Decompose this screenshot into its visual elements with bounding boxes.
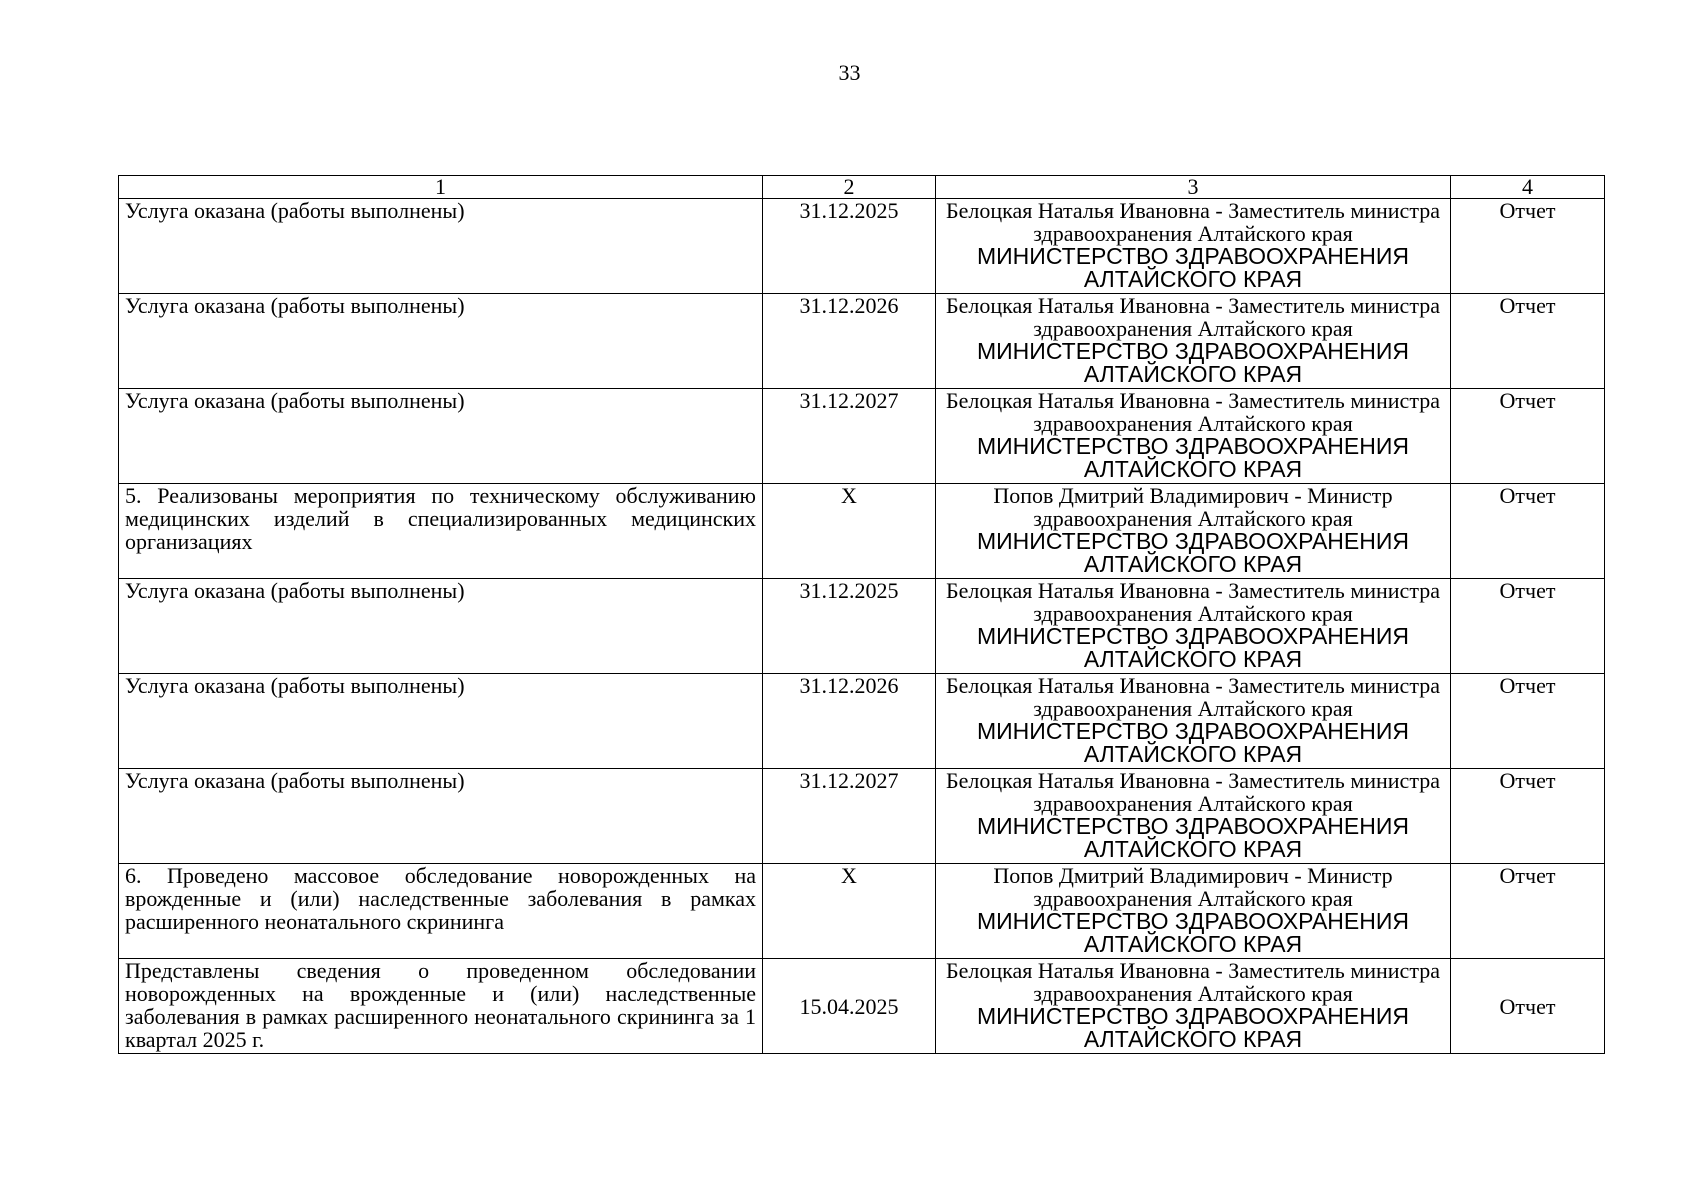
responsible-cell [936,674,1451,769]
table-row [119,199,1605,294]
responsible-organization: МИНИСТЕРСТВО ЗДРАВООХРАНЕНИЯ АЛТАЙСКОГО КРАЯ [976,528,1410,577]
date-cell: X [763,864,936,959]
result-cell: Услуга оказана (работы выполнены) [119,579,763,674]
responsible-organization: МИНИСТЕРСТВО ЗДРАВООХРАНЕНИЯ АЛТАЙСКОГО КРАЯ [976,243,1410,292]
responsible-cell [936,199,1451,294]
column-header-3: 3 [936,176,1451,199]
table-row [119,864,1605,959]
date-cell: X [763,484,936,579]
table-row [119,294,1605,389]
responsible-cell [936,769,1451,864]
page-number: 33 [838,60,861,85]
responsible-person: Белоцкая Наталья Ивановна - Заместитель министра здравоохранения Алтайского края [946,198,1440,246]
table-row [119,579,1605,674]
responsible-person: Попов Дмитрий Владимирович - Министр здравоохранения Алтайского края [993,863,1393,911]
result-cell: Услуга оказана (работы выполнены) [119,674,763,769]
result-cell: Услуга оказана (работы выполнены) [119,769,763,864]
table-row [119,389,1605,484]
date-cell: 31.12.2026 [763,294,936,389]
responsible-organization: МИНИСТЕРСТВО ЗДРАВООХРАНЕНИЯ АЛТАЙСКОГО КРАЯ [976,718,1410,767]
document-type-cell: Отчет [1451,769,1605,864]
responsible-person: Белоцкая Наталья Ивановна - Заместитель министра здравоохранения Алтайского края [946,293,1440,341]
table-row [119,674,1605,769]
document-type-cell: Отчет [1451,484,1605,579]
date-cell: 31.12.2026 [763,674,936,769]
table-row [119,484,1605,579]
result-cell: 5. Реализованы мероприятия по техническому обслуживанию медицинских изделий в специализированных медицинских организациях [119,484,763,579]
date-cell: 31.12.2025 [763,199,936,294]
responsible-person: Белоцкая Наталья Ивановна - Заместитель министра здравоохранения Алтайского края [946,578,1440,626]
column-header-2: 2 [763,176,936,199]
result-cell: Услуга оказана (работы выполнены) [119,389,763,484]
document-type-cell: Отчет [1451,199,1605,294]
report-table [118,175,1605,1054]
table-row [119,769,1605,864]
date-cell: 31.12.2027 [763,769,936,864]
responsible-person: Белоцкая Наталья Ивановна - Заместитель министра здравоохранения Алтайского края [946,673,1440,721]
responsible-organization: МИНИСТЕРСТВО ЗДРАВООХРАНЕНИЯ АЛТАЙСКОГО КРАЯ [976,908,1410,957]
document-type-cell: Отчет [1451,294,1605,389]
responsible-cell [936,484,1451,579]
responsible-person: Белоцкая Наталья Ивановна - Заместитель министра здравоохранения Алтайского края [946,388,1440,436]
responsible-organization: МИНИСТЕРСТВО ЗДРАВООХРАНЕНИЯ АЛТАЙСКОГО КРАЯ [976,623,1410,672]
column-header-4: 4 [1451,176,1605,199]
responsible-person: Белоцкая Наталья Ивановна - Заместитель министра здравоохранения Алтайского края [946,958,1440,1006]
responsible-person: Попов Дмитрий Владимирович - Министр здравоохранения Алтайского края [993,483,1393,531]
responsible-cell [936,294,1451,389]
date-cell: 15.04.2025 [763,959,936,1054]
result-cell: 6. Проведено массовое обследование новорожденных на врожденные и (или) наследственные заболевания в рамках расширенного неонатального скрининга [119,864,763,959]
responsible-cell [936,864,1451,959]
responsible-organization: МИНИСТЕРСТВО ЗДРАВООХРАНЕНИЯ АЛТАЙСКОГО КРАЯ [976,338,1410,387]
responsible-cell [936,959,1451,1054]
result-cell: Услуга оказана (работы выполнены) [119,199,763,294]
table-row [119,959,1605,1054]
document-type-cell: Отчет [1451,864,1605,959]
document-type-cell: Отчет [1451,674,1605,769]
responsible-cell [936,389,1451,484]
responsible-person: Белоцкая Наталья Ивановна - Заместитель министра здравоохранения Алтайского края [946,768,1440,816]
responsible-cell [936,579,1451,674]
document-type-cell: Отчет [1451,389,1605,484]
responsible-organization: МИНИСТЕРСТВО ЗДРАВООХРАНЕНИЯ АЛТАЙСКОГО КРАЯ [976,433,1410,482]
document-type-cell: Отчет [1451,959,1605,1054]
date-cell: 31.12.2025 [763,579,936,674]
table-header-row [119,176,1605,199]
date-cell: 31.12.2027 [763,389,936,484]
result-cell: Услуга оказана (работы выполнены) [119,294,763,389]
document-type-cell: Отчет [1451,579,1605,674]
responsible-organization: МИНИСТЕРСТВО ЗДРАВООХРАНЕНИЯ АЛТАЙСКОГО КРАЯ [976,1003,1410,1052]
responsible-organization: МИНИСТЕРСТВО ЗДРАВООХРАНЕНИЯ АЛТАЙСКОГО КРАЯ [976,813,1410,862]
column-header-1: 1 [119,176,763,199]
result-cell: Представлены сведения о проведенном обследовании новорожденных на врожденные и (или) наследственные заболевания в рамках расширенного неонатального скрининга за 1 квартал 2025 г. [119,959,763,1054]
